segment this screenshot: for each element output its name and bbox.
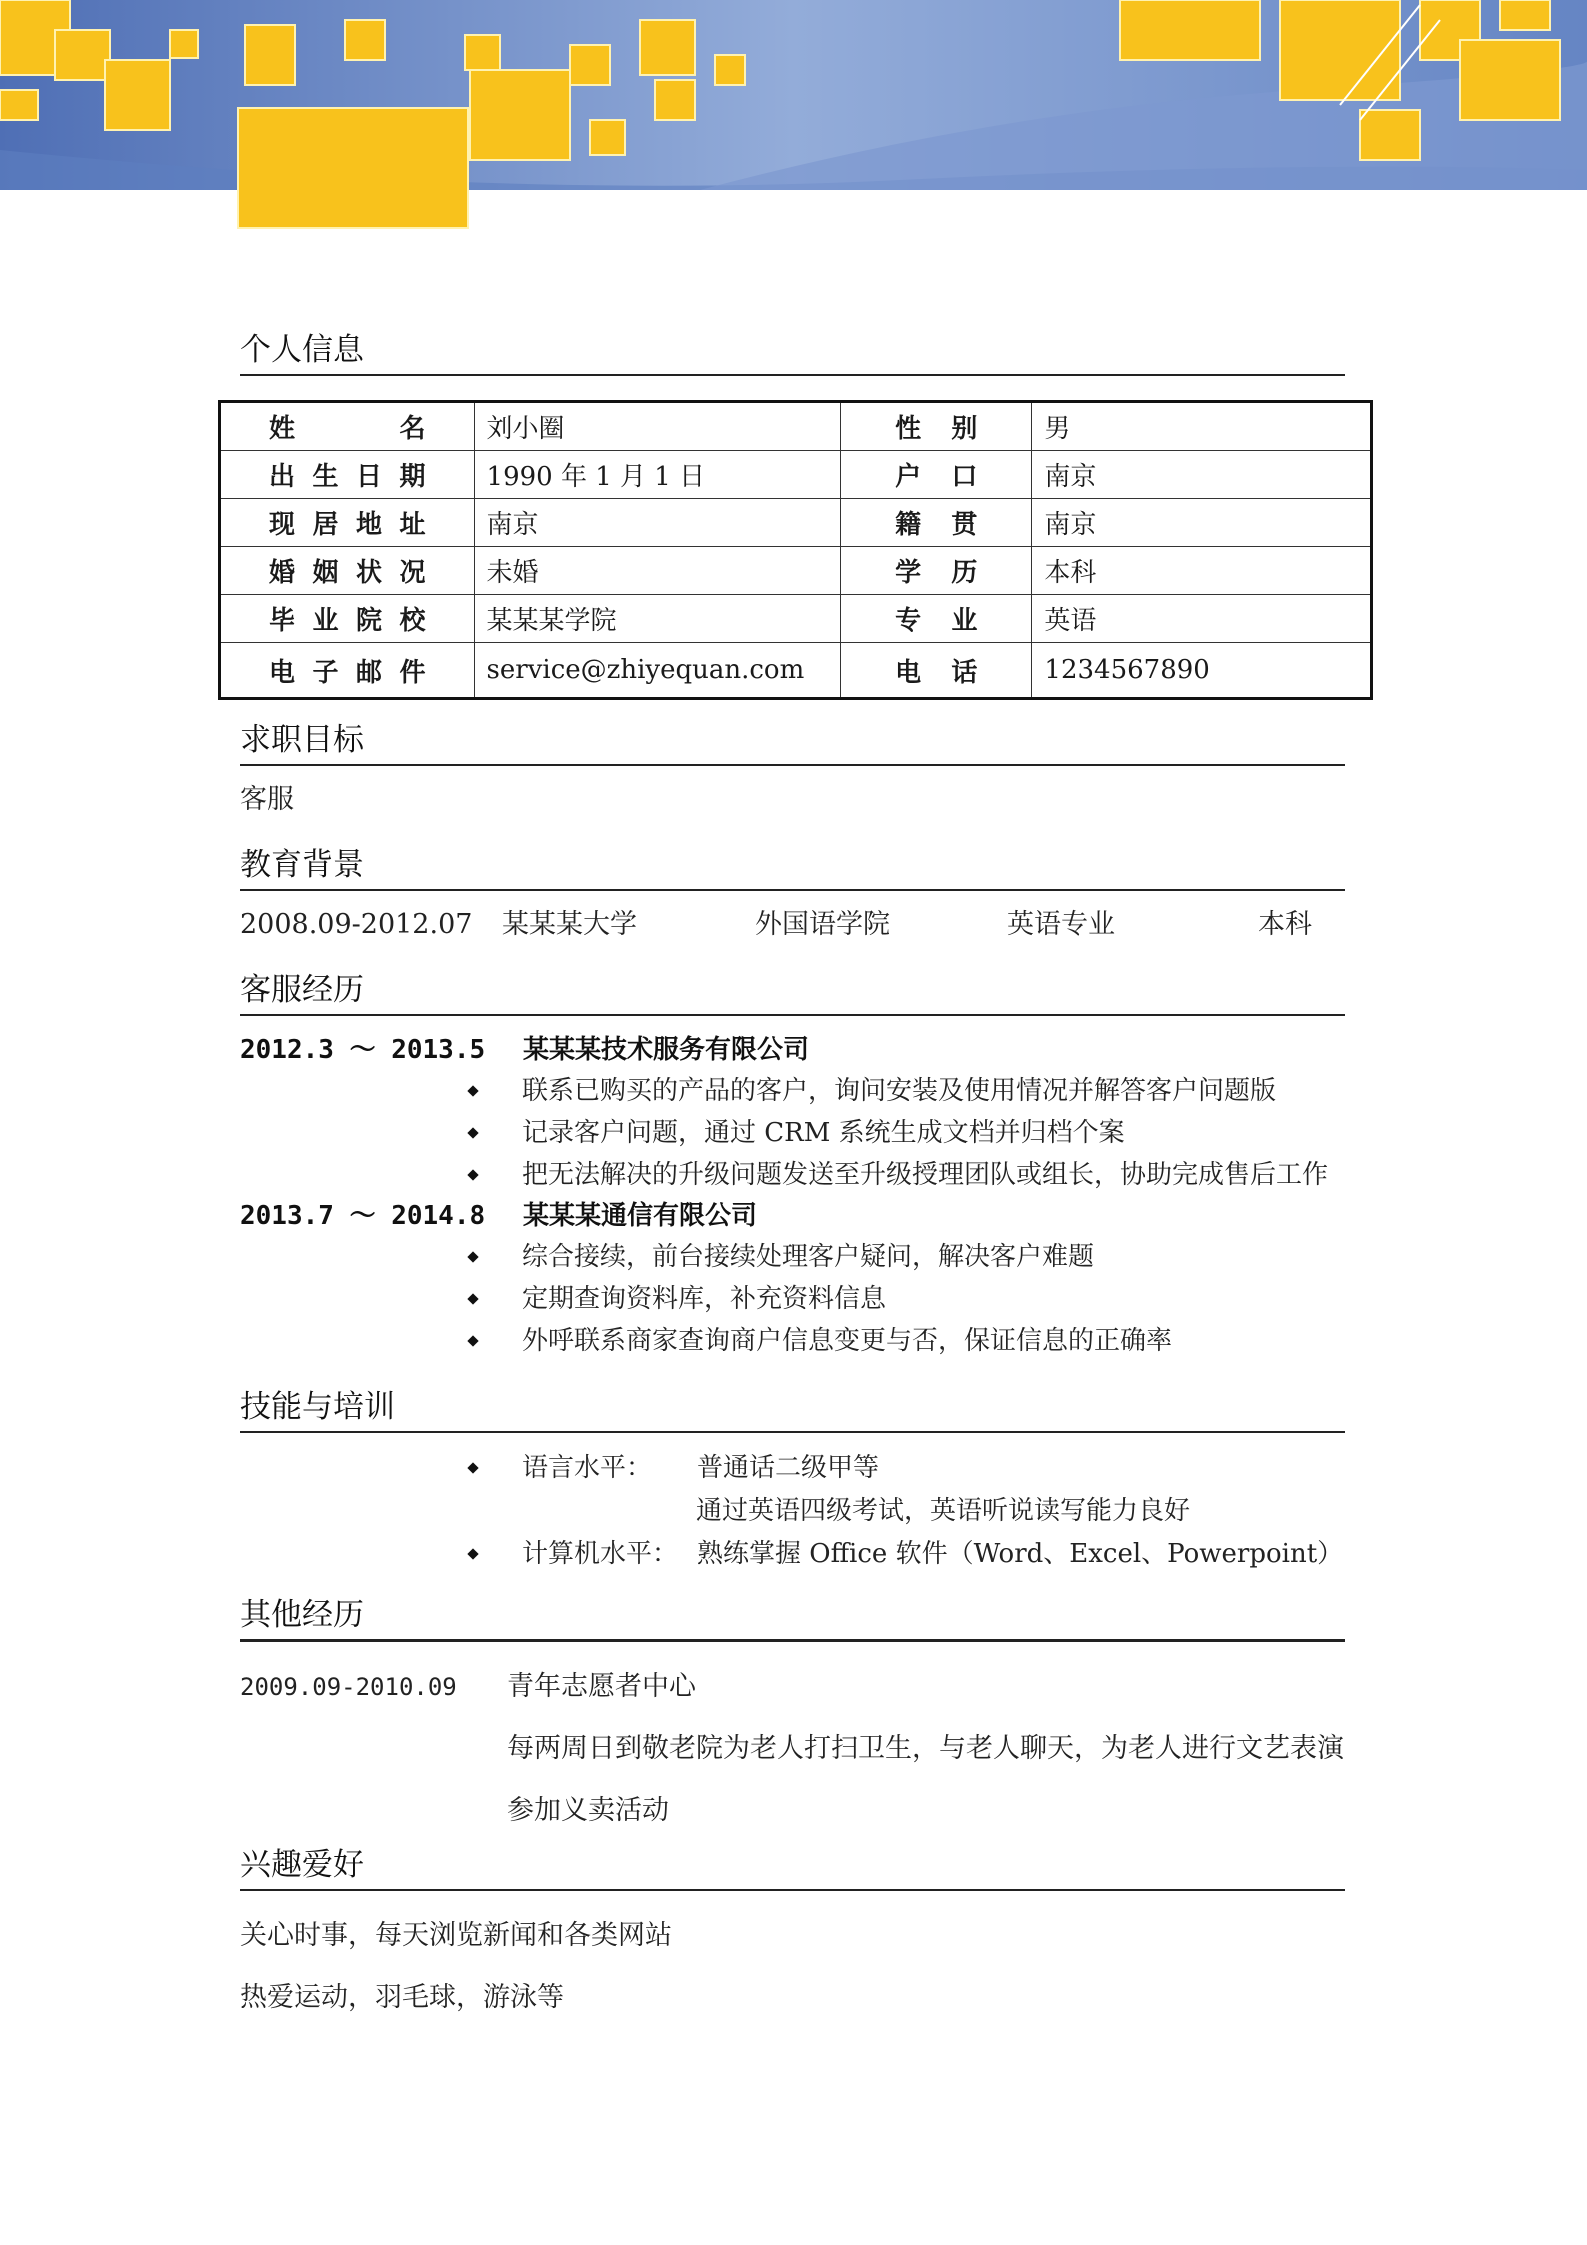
info-label: 姓名 [220,402,475,451]
hobbies-section [240,1845,1345,2029]
section-title-hobbies: 兴趣爱好 [240,1845,1345,1891]
info-value: 未婚 [474,547,841,595]
info-label: 学历 [841,547,1032,595]
section-title-skills: 技能与培训 [240,1387,1345,1433]
info-label: 出生日期 [220,451,475,499]
skills-section [240,1387,1345,1576]
job-date: 2012.3 ～ 2013.5 [240,1035,486,1065]
bullet-icon [467,1127,478,1138]
bullet-icon [467,1251,478,1262]
other-org: 青年志愿者中心 [507,1671,696,1702]
job-duty [240,1320,1345,1362]
bullet-icon [467,1169,478,1180]
bullet-icon [467,1548,478,1559]
personal-info-table [218,400,1373,700]
job-date: 2013.7 ～ 2014.8 [240,1201,486,1231]
other-line-1: 每两周日到敬老院为老人打扫卫生，与老人聊天，为老人进行文艺表演 [507,1733,1344,1764]
info-label: 毕业院校 [220,595,475,643]
skill-computer-label: 计算机水平： [522,1539,679,1569]
education-row [240,905,1345,945]
education-period: 2008.09-2012.07 [240,909,473,940]
info-row [220,499,1372,547]
section-title-other: 其他经历 [240,1595,1345,1642]
info-label: 专业 [841,595,1032,643]
personal-section [240,330,1345,376]
info-label: 现居地址 [220,499,475,547]
education-college: 外国语学院 [755,909,890,940]
info-value: 1234567890 [1032,643,1372,699]
info-value: 本科 [1032,547,1372,595]
bullet-icon [467,1462,478,1473]
job-duty [240,1112,1345,1154]
header-banner [0,0,1587,270]
info-value: 男 [1032,402,1372,451]
bullet-icon [467,1293,478,1304]
job-company: 某某某通信有限公司 [523,1201,758,1231]
skill-language-extra [240,1490,1345,1533]
info-label: 婚姻状况 [220,547,475,595]
info-label: 电子邮件 [220,643,475,699]
skill-language [240,1447,1345,1490]
info-value: 英语 [1032,595,1372,643]
other-row [240,1656,1345,1842]
job-header [240,1030,1345,1070]
info-label: 电话 [841,643,1032,699]
job-duty [240,1070,1345,1112]
info-row [220,595,1372,643]
objective-text: 客服 [240,784,294,815]
info-value: 刘小圈 [474,402,841,451]
job-duty-text: 外呼联系商家查询商户信息变更与否，保证信息的正确率 [522,1326,1173,1356]
objective-section [240,720,1345,820]
education-school: 某某某大学 [502,909,637,940]
job-duty-text: 记录客户问题，通过 CRM 系统生成文档并归档个案 [522,1118,1125,1148]
section-title-objective: 求职目标 [240,720,1345,766]
job-duty [240,1154,1345,1196]
education-section [240,845,1345,945]
job-header [240,1196,1345,1236]
experience-section [240,970,1345,1362]
info-value: 某某某学院 [474,595,841,643]
skill-computer-value: 熟练掌握 Office 软件（Word、Excel、Powerpoint） [697,1539,1344,1569]
info-value: service@zhiyequan.com [474,643,841,699]
job-duty-text: 定期查询资料库，补充资料信息 [522,1284,887,1314]
job-duty [240,1278,1345,1320]
skill-language-label: 语言水平： [522,1453,653,1483]
bullet-icon [467,1085,478,1096]
job-duty-text: 综合接续，前台接续处理客户疑问，解决客户难题 [522,1242,1095,1272]
education-degree: 本科 [1258,909,1312,940]
job-duty [240,1236,1345,1278]
info-value: 南京 [1032,451,1372,499]
hobby-line-2: 热爱运动，羽毛球，游泳等 [240,1982,564,2013]
other-section [240,1595,1345,1842]
skill-computer [240,1533,1345,1576]
info-label: 户口 [841,451,1032,499]
info-row [220,547,1372,595]
info-label: 籍贯 [841,499,1032,547]
other-line-2: 参加义卖活动 [507,1795,669,1826]
other-period: 2009.09-2010.09 [240,1673,457,1701]
info-value: 南京 [1032,499,1372,547]
job-duty-text: 把无法解决的升级问题发送至升级授理团队或组长，协助完成售后工作 [522,1160,1329,1190]
info-label: 性别 [841,402,1032,451]
skill-language-value-2: 通过英语四级考试，英语听说读写能力良好 [696,1496,1191,1526]
info-row [220,643,1372,699]
skill-language-value-1: 普通话二级甲等 [697,1453,880,1483]
info-value: 1990 年 1 月 1 日 [474,451,841,499]
section-title-education: 教育背景 [240,845,1345,891]
job-list [240,1030,1345,1362]
info-row [220,451,1372,499]
bullet-icon [467,1335,478,1346]
section-title-experience: 客服经历 [240,970,1345,1016]
section-title-personal: 个人信息 [240,330,1345,376]
job-duty-text: 联系已购买的产品的客户，询问安装及使用情况并解答客户问题版 [522,1076,1277,1106]
job-company: 某某某技术服务有限公司 [523,1035,810,1065]
education-major: 英语专业 [1007,909,1115,940]
info-value: 南京 [474,499,841,547]
hobby-line-1: 关心时事，每天浏览新闻和各类网站 [240,1920,672,1951]
info-row [220,402,1372,451]
